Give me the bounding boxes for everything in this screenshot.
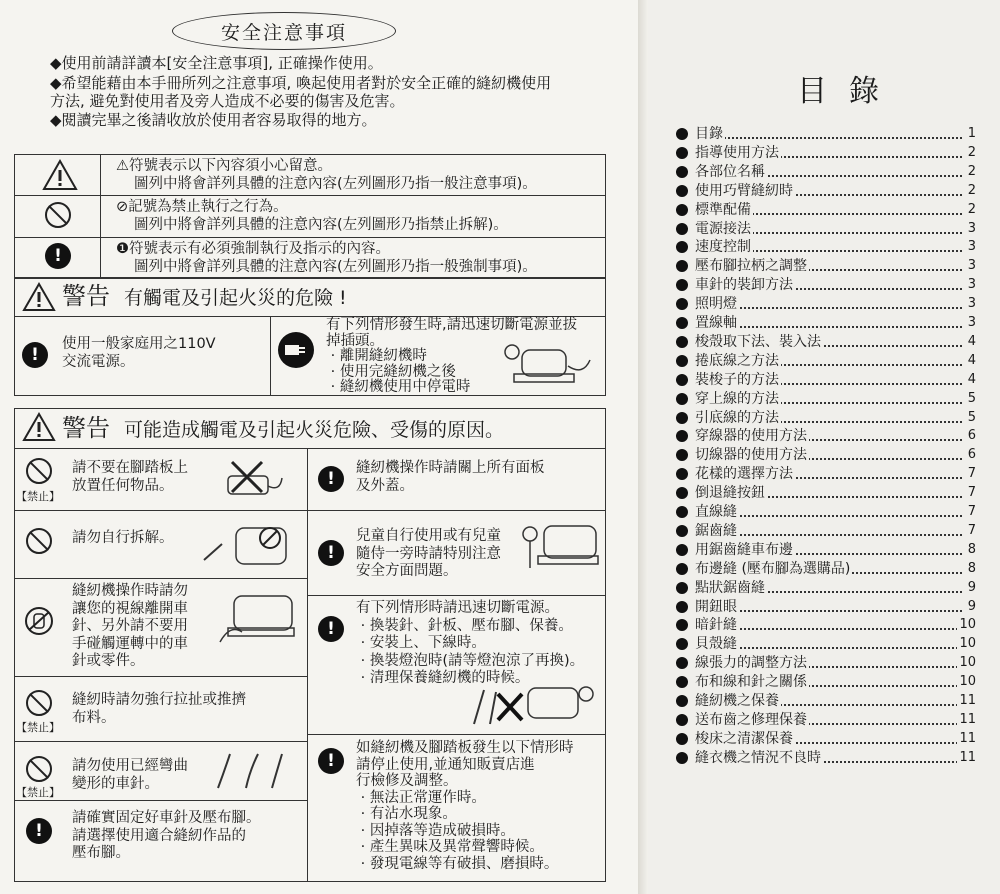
- toc-entry-page: 7: [967, 504, 976, 519]
- toc-entry-page: 4: [967, 371, 976, 387]
- toc-entry: [676, 541, 976, 560]
- bullet-icon: [676, 317, 688, 329]
- sewing-machine-unplug-illustration: [488, 336, 596, 390]
- prohibited-tag: 【禁止】: [16, 490, 60, 503]
- warning-item-text: 縫紉機操作時請關上所有面板 及外蓋。: [356, 460, 545, 494]
- bullet-icon: [676, 204, 688, 216]
- toc-entry-label: 車針的裝卸方法: [695, 277, 793, 294]
- symbol-legend-text: ❶符號表示有必須強制執行及指示的內容。: [116, 241, 390, 257]
- toc-entry: [676, 635, 976, 654]
- warning-item-text: 有下列情形時請迅速切斷電源。 · 換裝針、針板、壓布腳、保養。 · 安裝上、下線時。 · 換裝燈泡時(請等燈泡涼了再換)。 · 清理保養縫紉機的時候。: [356, 600, 585, 686]
- disassemble-illustration: [200, 516, 292, 572]
- no-disassemble-icon: [45, 202, 71, 228]
- toc-entry-page: 9: [967, 579, 976, 595]
- prohibited-icon: [26, 690, 52, 716]
- toc-entry: [676, 522, 976, 541]
- bullet-icon: [676, 695, 688, 707]
- toc-entry-page: 2: [967, 163, 976, 179]
- bullet-icon: [676, 166, 688, 178]
- toc-entry-label: 穿上線的方法: [695, 390, 779, 407]
- toc-entry-label: 照明燈: [695, 296, 737, 313]
- toc-entry-label: 標準配備: [695, 201, 751, 218]
- warning-item-text: 縫紉時請勿強行拉扯或推擠 布料。: [72, 692, 246, 726]
- bent-needle-illustration: [210, 748, 290, 794]
- bullet-icon: [676, 487, 688, 499]
- child-sewing-illustration: [514, 518, 602, 582]
- prohibited-icon: [26, 528, 52, 554]
- toc-entry-label: 指導使用方法: [695, 144, 779, 161]
- toc-entry: [676, 673, 976, 692]
- toc-entry-page: 9: [967, 598, 976, 614]
- bullet-icon: [676, 412, 688, 424]
- toc-entry: [676, 201, 976, 220]
- toc-entry-page: 10: [959, 617, 976, 633]
- toc-entry-page: 2: [967, 201, 976, 217]
- toc-entry-label: 電源接法: [695, 220, 751, 237]
- toc-entry: [676, 371, 976, 390]
- bullet-icon: [676, 128, 688, 140]
- toc-entry-page: 3: [967, 315, 976, 330]
- mandatory-icon: !: [318, 466, 344, 492]
- toc-entry-page: 11: [959, 711, 976, 727]
- toc-entry-label: 置線軸: [695, 315, 737, 331]
- bullet-icon: [676, 638, 688, 650]
- toc-entry-label: 用鋸齒縫車布邊: [695, 541, 793, 558]
- safety-title: 安全注意事項: [172, 12, 396, 50]
- toc-entry: [676, 711, 976, 730]
- warning-heading: 有觸電及引起火災的危險 !: [124, 287, 347, 309]
- toc-entry: [676, 295, 976, 314]
- toc-entry-page: 8: [967, 541, 976, 557]
- toc-entry: [676, 163, 976, 182]
- foot-pedal-illustration: [222, 456, 286, 502]
- warning-text: 有下列情形發生時,請迅速切斷電源並拔 掉插頭。 · 離開縫紉機時 · 使用完縫紉機之後 · 縫紉機使用中停電時: [326, 317, 578, 395]
- toc-entry: [676, 276, 976, 295]
- warning-triangle-icon: [22, 412, 56, 442]
- toc-title: 目錄: [797, 74, 901, 109]
- toc-entry-label: 線張力的調整方法: [695, 655, 807, 672]
- warning-item-text: 兒童自行使用或有兒童 隨侍一旁時請特別注意 安全方面問題。: [356, 528, 501, 579]
- mandatory-icon: !: [26, 818, 52, 844]
- warning-prefix: 警告: [62, 282, 110, 310]
- toc-entry-page: 7: [967, 485, 976, 501]
- prohibited-icon: [26, 756, 52, 782]
- toc-entry: [676, 465, 976, 484]
- toc-entry-label: 縫衣機之情況不良時: [695, 749, 821, 766]
- mandatory-icon: !: [318, 748, 344, 774]
- symbol-legend-text: 圖列中將會詳列具體的注意內容(左列圖形乃指一般強制事項)。: [134, 259, 537, 275]
- toc-entry-page: 3: [967, 296, 976, 312]
- symbol-legend-text: ⊘記號為禁止執行之行為。: [116, 199, 288, 215]
- unplug-maintenance-illustration: [468, 680, 598, 732]
- toc-entry-page: 6: [967, 447, 976, 463]
- bullet-icon: [676, 279, 688, 291]
- bullet-icon: [676, 619, 688, 631]
- mandatory-icon: !: [318, 616, 344, 642]
- toc-entry-page: 11: [959, 730, 976, 746]
- warning-item-text: 請不要在腳踏板上 放置任何物品。: [72, 460, 188, 494]
- bullet-icon: [676, 374, 688, 386]
- toc-entry-label: 縫紉機之保養: [695, 693, 779, 709]
- toc-entry: [676, 730, 976, 749]
- prohibited-icon: [26, 458, 52, 484]
- bullet-icon: [676, 525, 688, 537]
- toc-entry-label: 鋸齒縫: [695, 522, 737, 539]
- toc-entry-label: 目錄: [695, 126, 723, 142]
- toc-entry: [676, 616, 976, 635]
- warning-triangle-icon: [22, 282, 56, 312]
- toc-entry-page: 5: [967, 390, 976, 406]
- toc-entry: [676, 484, 976, 503]
- toc-entry: [676, 314, 976, 333]
- warning-item-text: 請確實固定好車針及壓布腳。 請選擇使用適合縫紉作品的 壓布腳。: [72, 810, 261, 861]
- intro-line: ◆閱讀完畢之後請收放於使用者容易取得的地方。: [50, 111, 377, 129]
- bullet-icon: [676, 733, 688, 745]
- no-touch-icon: [24, 606, 54, 636]
- toc-entry-page: 6: [967, 428, 976, 444]
- toc-entry-label: 捲底線之方法: [695, 352, 779, 369]
- warning-text: 使用一般家庭用之110V 交流電源。: [62, 336, 216, 370]
- toc-entry: [676, 598, 976, 617]
- toc-entry: [676, 238, 976, 257]
- toc-entry-page: 2: [967, 182, 976, 198]
- toc-entry: [676, 125, 976, 144]
- bullet-icon: [676, 544, 688, 556]
- needle-hand-illustration: [216, 590, 296, 650]
- toc-entry: [676, 144, 976, 163]
- toc-entry-label: 點狀鋸齒縫: [695, 579, 765, 596]
- toc-entry-label: 倒退縫按鈕: [695, 485, 765, 502]
- toc-entry-label: 布和線和針之關係: [695, 674, 807, 691]
- symbol-legend-text: ⚠符號表示以下內容須小心留意。: [116, 158, 332, 174]
- page-gutter: [638, 0, 648, 894]
- toc-entry-page: 3: [967, 239, 976, 255]
- toc-entry: [676, 220, 976, 239]
- toc-entry: [676, 409, 976, 428]
- toc-entry: [676, 560, 976, 579]
- mandatory-icon: !: [45, 243, 71, 269]
- bullet-icon: [676, 506, 688, 518]
- toc-entry: [676, 446, 976, 465]
- toc-entry-label: 送布齒之修理保養: [695, 711, 807, 728]
- toc-entry-page: 11: [959, 693, 976, 708]
- bullet-icon: [676, 260, 688, 272]
- intro-line: 方法, 避免對使用者及旁人造成不必要的傷害及危害。: [50, 92, 405, 110]
- bullet-icon: [676, 185, 688, 197]
- warning-item-text: 縫紉機操作時請勿 讓您的視線離開車 針、另外請不要用 手碰觸運轉中的車 針或零件。: [72, 583, 188, 669]
- toc-entry: [676, 333, 976, 352]
- toc-entry-label: 引底線的方法: [695, 409, 779, 426]
- bullet-icon: [676, 563, 688, 575]
- bullet-icon: [676, 336, 688, 348]
- toc-entry: [676, 579, 976, 598]
- toc-entry-page: 4: [967, 352, 976, 368]
- bullet-icon: [676, 430, 688, 442]
- toc-entry-label: 暗針縫: [695, 617, 737, 634]
- toc-entry-label: 花樣的選擇方法: [695, 466, 793, 483]
- toc-entry-page: 4: [967, 333, 976, 349]
- toc-entry-label: 裝梭子的方法: [695, 371, 779, 388]
- bullet-icon: [676, 601, 688, 613]
- toc-entry-label: 各部位名稱: [695, 163, 765, 180]
- toc-entry-page: 10: [959, 655, 976, 671]
- toc-entry-label: 開鈕眼: [695, 598, 737, 615]
- bullet-icon: [676, 714, 688, 726]
- warning-item-text: 如縫紉機及腳踏板發生以下情形時 請停止使用,並通知販賣店進 行檢修及調整。 · 無法正常運作時。 · 有沾水現象。 · 因掉落等造成破損時。 · 產生異味及異常聲響時候。 · 發現電線等有破損、磨損時。: [356, 740, 574, 872]
- warning-prefix: 警告: [62, 414, 110, 442]
- toc-entry-label: 切線器的使用方法: [695, 447, 807, 464]
- toc-entry: [676, 257, 976, 276]
- prohibited-tag: 【禁止】: [16, 721, 60, 734]
- toc-leader-dots: [695, 137, 962, 139]
- symbol-legend-text: 圖列中將會詳列具體的注意內容(左列圖形乃指禁止拆解)。: [134, 217, 508, 233]
- bullet-icon: [676, 147, 688, 159]
- caution-triangle-icon: [42, 159, 78, 191]
- intro-line: ◆使用前請詳讀本[安全注意事項], 正確操作使用。: [50, 54, 383, 72]
- toc-entry-page: 1: [967, 126, 976, 141]
- toc-entry: [676, 182, 976, 201]
- toc-entry-page: 3: [967, 220, 976, 236]
- bullet-icon: [676, 657, 688, 669]
- toc-entry: [676, 749, 976, 768]
- toc-entry-label: 使用巧臂縫紉時: [695, 182, 793, 199]
- toc-entry: [676, 503, 976, 522]
- unplug-icon: [276, 330, 316, 370]
- bullet-icon: [676, 449, 688, 461]
- toc-entry-page: 11: [959, 749, 976, 765]
- toc-entry-page: 3: [967, 258, 976, 274]
- toc-entry-page: 3: [967, 277, 976, 293]
- bullet-icon: [676, 298, 688, 310]
- toc-entry-label: 貝殼縫: [695, 636, 737, 653]
- toc-entry-page: 2: [967, 144, 976, 160]
- toc-entry: [676, 390, 976, 409]
- toc-entry-page: 5: [967, 409, 976, 425]
- toc-entry-label: 壓布腳拉柄之調整: [695, 258, 807, 275]
- toc-entry-page: 7: [967, 466, 976, 482]
- bullet-icon: [676, 676, 688, 688]
- warning-item-text: 請勿自行拆解。: [72, 530, 174, 546]
- toc-entry-label: 穿線器的使用方法: [695, 428, 807, 445]
- bullet-icon: [676, 393, 688, 405]
- toc-entry-page: 10: [959, 636, 976, 652]
- bullet-icon: [676, 223, 688, 235]
- bullet-icon: [676, 241, 688, 253]
- bullet-icon: [676, 752, 688, 764]
- bullet-icon: [676, 468, 688, 480]
- bullet-icon: [676, 582, 688, 594]
- toc-entry-label: 速度控制: [695, 239, 751, 256]
- toc-entry: [676, 692, 976, 711]
- mandatory-icon: !: [318, 540, 344, 566]
- toc-entry-label: 梭殼取下法、裝入法: [695, 333, 821, 350]
- toc-entry: [676, 427, 976, 446]
- bullet-icon: [676, 355, 688, 367]
- toc-entry-label: 布邊縫 (壓布腳為選購品): [695, 560, 851, 577]
- intro-line: ◆希望能藉由本手冊所列之注意事項, 喚起使用者對於安全正確的縫紉機使用: [50, 74, 552, 92]
- toc-entry: [676, 654, 976, 673]
- toc-entry-page: 8: [967, 560, 976, 576]
- prohibited-tag: 【禁止】: [16, 786, 60, 799]
- toc-entry-page: 7: [967, 522, 976, 538]
- toc-entry: [676, 352, 976, 371]
- warning-heading: 可能造成觸電及引起火災危險、受傷的原因。: [124, 419, 505, 441]
- mandatory-icon: !: [22, 342, 48, 368]
- toc-entry-label: 梭床之清潔保養: [695, 730, 793, 747]
- symbol-legend-text: 圖列中將會詳列具體的注意內容(左列圖形乃指一般注意事項)。: [134, 176, 537, 192]
- toc-entry-page: 10: [959, 674, 976, 690]
- toc-entry-label: 直線縫: [695, 504, 737, 520]
- warning-item-text: 請勿使用已經彎曲 變形的車針。: [72, 758, 188, 792]
